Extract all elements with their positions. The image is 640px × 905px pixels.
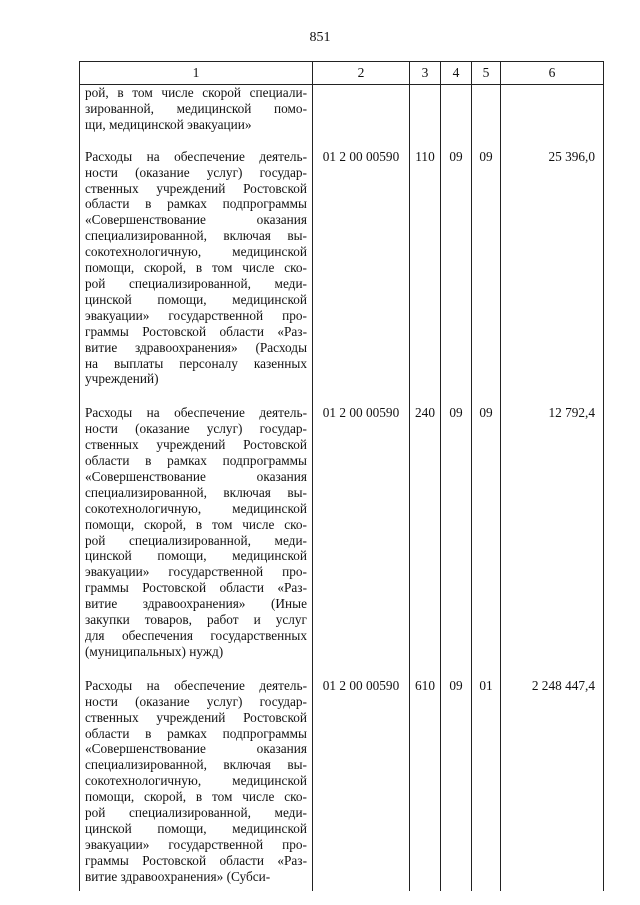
header-cell: 1: [80, 62, 313, 85]
description-line: Расходы на обеспечение деятель-: [85, 148, 307, 164]
page-number: 851: [309, 30, 331, 45]
description-line: помощи, скорой, в том числе ско-: [85, 516, 307, 532]
description-line: эвакуации» государственной про-: [85, 836, 307, 852]
header-cell: 4: [441, 62, 472, 85]
header-cell: 6: [501, 62, 604, 85]
target-article-cell: 01 2 00 00590: [313, 137, 410, 394]
description-line: ственных учреждений Ростовской: [85, 180, 307, 196]
subsection-cell: 09: [472, 393, 501, 666]
section-cell: 09: [441, 137, 472, 394]
description-line: цинской помощи, медицинской: [85, 820, 307, 836]
subsection-cell: 09: [472, 137, 501, 394]
description-line: щи, медицинской эвакуации»: [85, 116, 252, 132]
description-line: сокотехнологичную, медицинской: [85, 500, 307, 516]
description-line: закупки товаров, работ и услуг: [85, 612, 307, 628]
description-line: рой специализированной, меди-: [85, 805, 307, 821]
description-line: на выплаты персоналу казенных: [85, 355, 307, 371]
description-cell: [80, 85, 313, 137]
description-line: Расходы на обеспечение деятель-: [85, 405, 307, 421]
amount-cell: 12 792,4: [501, 393, 604, 666]
description-line: сокотехнологичную, медицинской: [85, 773, 307, 789]
description-line: граммы Ростовской области «Раз-: [85, 323, 307, 339]
description-line: граммы Ростовской области «Раз-: [85, 852, 307, 868]
description-line: граммы Ростовской области «Раз-: [85, 580, 307, 596]
description-line: Расходы на обеспечение деятель-: [85, 677, 307, 693]
expense-type-cell: 610: [410, 666, 441, 891]
description-line: ности (оказание услуг) государ-: [85, 421, 307, 437]
table-row: [80, 393, 604, 666]
description-line: ности (оказание услуг) государ-: [85, 164, 307, 180]
description-line: витие здравоохранения» (Расходы: [85, 339, 307, 355]
continuation-row: [80, 85, 604, 137]
description-line: области в рамках подпрограммы: [85, 453, 307, 469]
header-cell: 2: [313, 62, 410, 85]
description-cell: [80, 393, 313, 666]
description-line: рой специализированной, меди-: [85, 532, 307, 548]
description-line: витие здравоохранения» (Субси-: [85, 868, 271, 884]
description-line: специализированной, включая вы-: [85, 757, 307, 773]
section-cell: 09: [441, 666, 472, 891]
description-line: специализированной, включая вы-: [85, 228, 307, 244]
amount-cell: 25 396,0: [501, 137, 604, 394]
description-line: для обеспечения государственных: [85, 628, 307, 643]
description-line: «Совершенствование оказания: [85, 212, 307, 228]
header-row: [80, 62, 604, 85]
description-line: «Совершенствование оказания: [85, 468, 307, 484]
description-line: цинской помощи, медицинской: [85, 291, 307, 307]
description-line: зированной, медицинской помо-: [85, 100, 307, 116]
description-line: помощи, скорой, в том числе ско-: [85, 260, 307, 276]
description-line: области в рамках подпрограммы: [85, 196, 307, 212]
description-line: ственных учреждений Ростовской: [85, 437, 307, 453]
description-cell: [80, 137, 313, 394]
amount-cell: 2 248 447,4: [501, 666, 604, 891]
description-line: (муниципальных) нужд): [85, 643, 224, 659]
description-line: ственных учреждений Ростовской: [85, 709, 307, 725]
description-line: цинской помощи, медицинской: [85, 548, 307, 564]
description-line: области в рамках подпрограммы: [85, 725, 307, 741]
description-line: эвакуации» государственной про-: [85, 564, 307, 580]
target-article-cell: 01 2 00 00590: [313, 393, 410, 666]
description-line: помощи, скорой, в том числе ско-: [85, 789, 307, 805]
target-article-cell: 01 2 00 00590: [313, 666, 410, 891]
description-line: «Совершенствование оказания: [85, 741, 307, 757]
table-row: [80, 137, 604, 394]
description-line: рой специализированной, меди-: [85, 275, 307, 291]
expense-type-cell: 240: [410, 393, 441, 666]
description-line: ности (оказание услуг) государ-: [85, 693, 307, 709]
description-cell: [80, 666, 313, 891]
subsection-cell: 01: [472, 666, 501, 891]
description-line: специализированной, включая вы-: [85, 484, 307, 500]
description-line: рой, в том числе скорой специали-: [85, 85, 307, 100]
section-cell: 09: [441, 393, 472, 666]
description-line: витие здравоохранения» (Иные: [85, 596, 307, 612]
description-line: эвакуации» государственной про-: [85, 307, 307, 323]
description-line: сокотехнологичную, медицинской: [85, 244, 307, 260]
table-row: [80, 666, 604, 891]
header-cell: 3: [410, 62, 441, 85]
header-cell: 5: [472, 62, 501, 85]
expense-type-cell: 110: [410, 137, 441, 394]
description-line: учреждений): [85, 371, 159, 387]
budget-table: [79, 61, 604, 891]
